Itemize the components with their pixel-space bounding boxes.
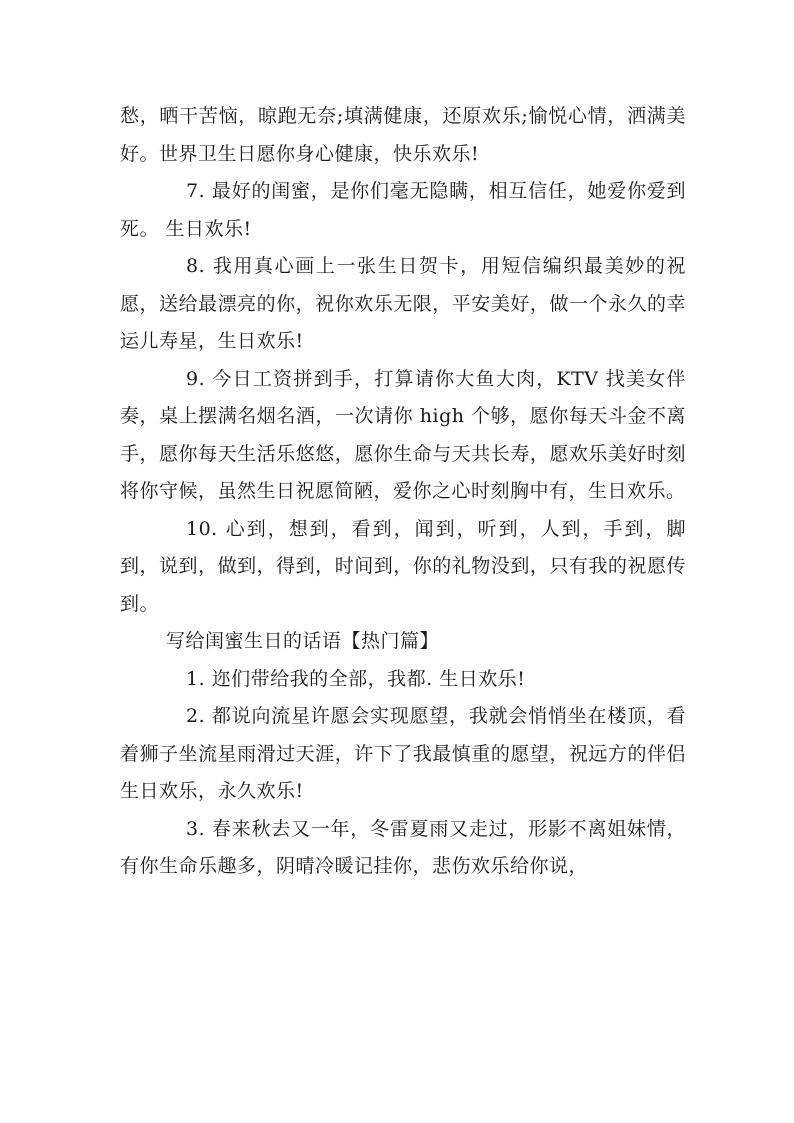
paragraph-item-8: 8. 我用真心画上一张生日贺卡，用短信编织最美妙的祝愿，送给最漂亮的你，祝你欢乐无限，平安美好，做一个永久的幸运儿寿星，生日欢乐! [120, 255, 686, 352]
section-heading: 写给闺蜜生日的话语【热门篇】 [166, 630, 440, 652]
paragraph-item-7: 7. 最好的闺蜜，是你们毫无隐瞒，相互信任，她爱你爱到死。 生日欢乐! [120, 180, 686, 240]
paragraph-item-10: 10. 心到，想到，看到，闻到，听到，人到，手到，脚到，说到，做到，得到，时间到，你的礼物没到，只有我的祝愿传到。 [120, 517, 686, 615]
section-paragraph-1: 1. 迩们带给我的全部，我都. 生日欢乐! [186, 667, 526, 690]
section-paragraph-2: 2. 都说向流星许愿会实现愿望，我就会悄悄坐在楼顶，看着狮子坐流星雨滑过天涯，许下了我最慎重的愿望，祝远方的伴侣生日欢乐，永久欢乐! [120, 705, 686, 802]
document-page [120, 98, 686, 886]
paragraph-item-9: 9. 今日工资拼到手，打算请你大鱼大肉，KTV 找美女伴奏，桌上摆满名烟名酒，一次请你 high 个够，愿你每天斗金不离手，愿你每天生活乐悠悠，愿你生命与天共长寿，愿欢乐美好时刻将你守候，虽然生日祝愿简陋，爱你之心时刻胸中有，生日欢乐。 [120, 367, 686, 502]
paragraph-continuation: 愁，晒干苦恼，晾跑无奈;填满健康，还原欢乐;愉悦心情，洒满美好。世界卫生日愿你身心健康，快乐欢乐! [120, 105, 686, 165]
section-paragraph-3: 3. 春来秋去又一年，冬雷夏雨又走过，形影不离姐妹情，有你生命乐趣多，阴晴冷暖记挂你，悲伤欢乐给你说， [120, 817, 686, 877]
